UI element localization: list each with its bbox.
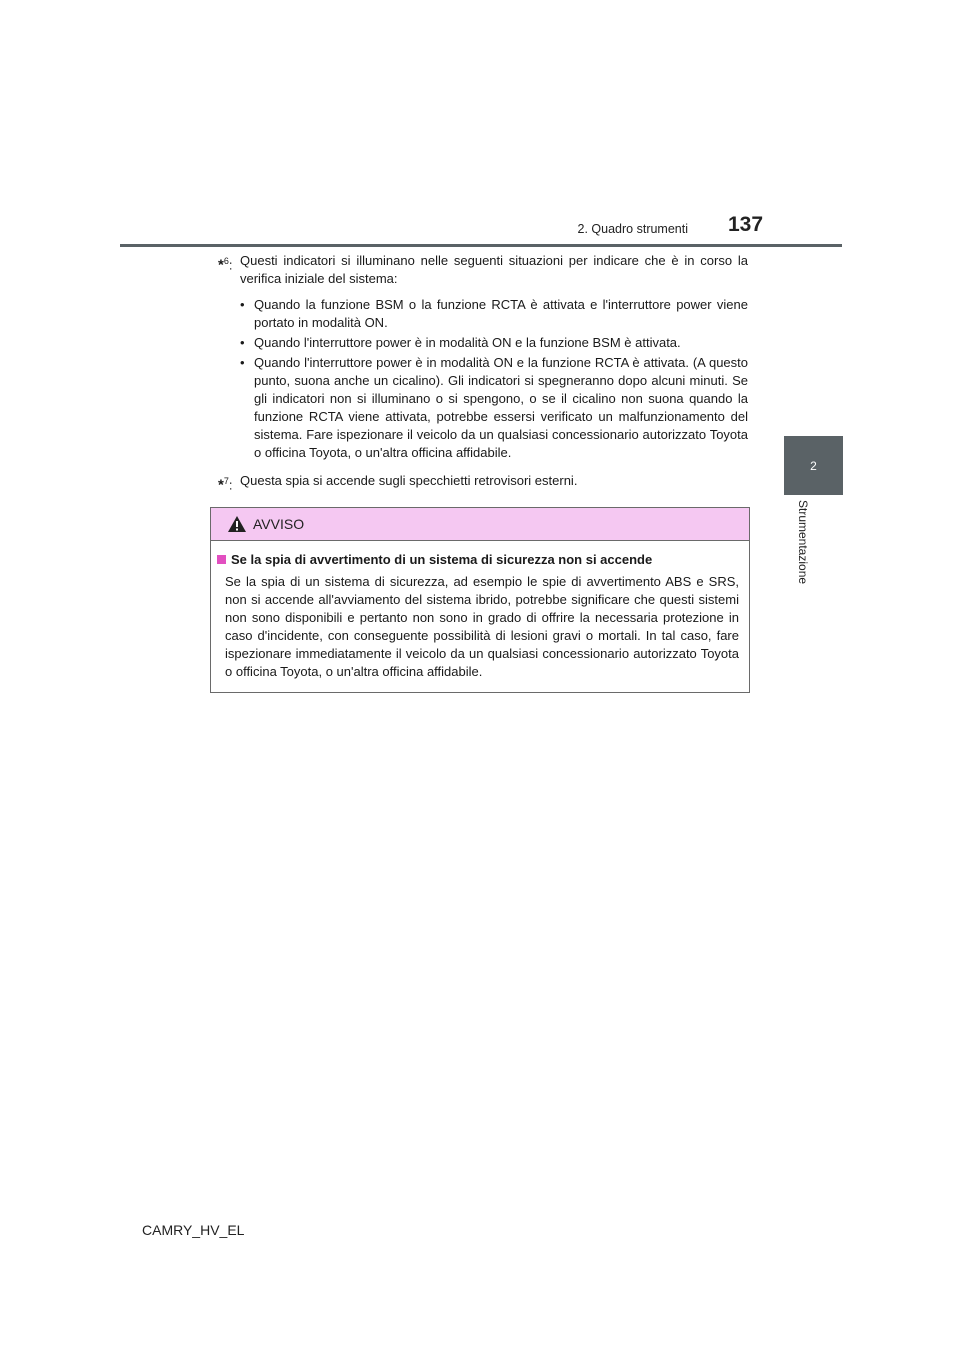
warning-triangle-icon [227, 515, 247, 533]
footnote-text: Questa spia si accende sugli specchietti retrovisori esterni. [240, 473, 578, 488]
section-title: 2. Quadro strumenti [577, 222, 688, 236]
list-item: • Quando l'interruttore power è in modalità ON e la funzione BSM è attivata. [240, 335, 681, 350]
bullet-list [240, 296, 748, 462]
list-item: • Quando l'interruttore power è in modalità ON e la funzione RCTA è attivata. (A questo punto, suona anche un cicalino). Gli indicatori si spegneranno dopo alcuni minuti. Se gli indicatori non si illuminano o si spengono, o se il cicalino non suona quando la funzione RCTA viene attivata, potrebbe essersi verificato un malfunzionamento del sistema. Fare ispezionare il veicolo da un qualsiasi concessionario autorizzato Toyota o officina Toyota, o un'altra officina affidabile. [240, 355, 748, 460]
footnotes [218, 252, 748, 502]
bullet-icon: • [240, 297, 245, 312]
square-bullet-icon [217, 555, 226, 564]
chapter-label: Strumentazione [796, 500, 810, 585]
model-code: CAMRY_HV_EL [142, 1222, 245, 1238]
chapter-tab [784, 436, 843, 495]
warning-label: AVVISO [253, 516, 305, 532]
footnote-marker: *$^7$: [218, 476, 233, 494]
list-item: • Quando la funzione BSM o la funzione RCTA è attivata e l'interruttore power viene portato in modalità ON. [240, 297, 748, 330]
header-divider [120, 244, 842, 247]
bullet-icon: • [240, 335, 245, 350]
chapter-number: 2 [810, 458, 817, 473]
warning-text: Se la spia di un sistema di sicurezza, ad esempio le spie di avvertimento ABS e SRS, non si accende all'avviamento del sistema ibrido, potrebbe significare che questi sistemi non sono disponibili e pertanto non sono in grado di offrire la necessaria protezione in caso d'incidente, con conseguente possibilità di lesioni gravi o mortali. In tal caso, fare ispezionare immediatamente il veicolo da un qualsiasi concessionario autorizzato Toyota o officina Toyota, o un'altra officina affidabile. [225, 574, 739, 679]
bullet-icon: • [240, 355, 245, 370]
warning-header [211, 508, 749, 541]
footnote-text: Questi indicatori si illuminano nelle seguenti situazioni per indicare che è in corso la verifica iniziale del sistema: [240, 253, 748, 286]
page-number: 137 [728, 213, 764, 236]
footnote [218, 472, 748, 494]
warning-box [210, 507, 750, 693]
footnote-marker: *$^6$: [218, 256, 233, 274]
footnote [218, 252, 748, 464]
warning-title: Se la spia di avvertimento di un sistema di sicurezza non si accende [231, 552, 653, 567]
